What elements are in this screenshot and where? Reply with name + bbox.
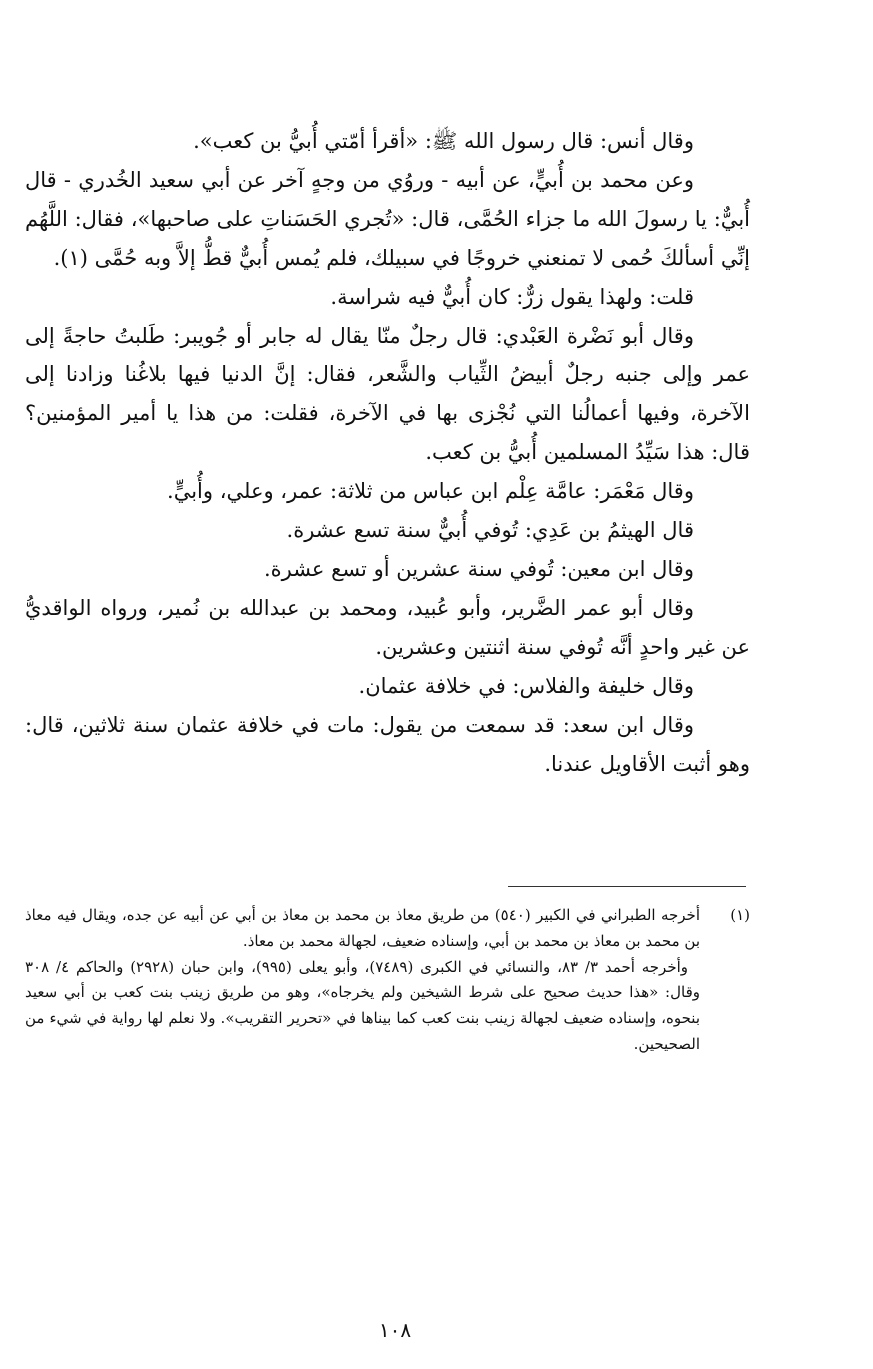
- paragraph: وقال أبو عمر الضَّرير، وأبو عُبيد، ومحمد بن عبدالله بن نُمير، ورواه الواقديُّ عن غير واحدٍ أنَّه تُوفي سنة اثنتين وعشرين.: [25, 595, 750, 659]
- paragraph: وعن محمد بن أُبيٍّ، عن أبيه - وروُي من وجهٍ آخر عن أبي سعيد الخُدري - قال أُبيٌّ: يا رسولَ الله ما جزاء الحُمَّى، قال: «تُجري الحَسَناتِ على صاحبها»، فقال: اللَّهُم إنِّي أسألكَ حُمى لا تمنعني خروجًا في سبيلك، فلم يُمس أُبيٌّ قطُّ إلاَّ وبه حُمَّى (١).: [25, 167, 750, 270]
- paragraph: قلت: ولهذا يقول زرٌّ: كان أُبيٌّ فيه شراسة.: [330, 284, 694, 309]
- footnote-separator: [508, 886, 746, 887]
- paragraph: وقال أنس: قال رسول الله ﷺ: «أقرأ أمّتي أُبيُّ بن كعب».: [193, 129, 694, 153]
- footnote-number: (١): [730, 906, 750, 924]
- paragraph: وقال خليفة والفلاس: في خلافة عثمان.: [358, 673, 694, 698]
- footnote-text: أخرجه الطبراني في الكبير (٥٤٠) من طريق معاذ بن محمد بن معاذ بن أبي عن أبيه عن جده، ويقال فيه معاذ بن محمد بن معاذ بن محمد بن أبي، وإسناده ضعيف، لجهالة محمد بن معاذ.: [25, 906, 700, 950]
- footnote-text: وأخرجه أحمد ٣/ ٨٣، والنسائي في الكبرى (٧٤٨٩)، وأبو يعلى (٩٩٥)، وابن حبان (٢٩٢٨) والحاكم ٤/ ٣٠٨ وقال: «هذا حديث صحيح على شرط الشيخين ولم يخرجاه»، وهو من طريق زينب بنت كعب بن أبي سعيد بنحوه، وإسناده ضعيف لجهالة زينب بنت كعب كما بيناها في «تحرير التقريب». ولا نعلم لها رواية في شيء من الصحيحين.: [25, 957, 700, 1053]
- footnotes: [25, 903, 750, 1058]
- paragraph: وقال ابن معين: تُوفي سنة عشرين أو تسع عشرة.: [263, 556, 694, 581]
- page-number: ١٠٨: [378, 1318, 412, 1342]
- main-text: [25, 122, 750, 783]
- paragraph: وقال مَعْمَر: عامَّة عِلْم ابن عباس من ثلاثة: عمر، وعلي، وأُبيٍّ.: [167, 479, 694, 504]
- paragraph: وقال أبو نَضْرة العَبْدي: قال رجلٌ منّا يقال له جابر أو جُويبر: طَلبتُ حاجةً إلى عمر وإلى جنبه رجلٌ أبيضُ الثِّياب والشَّعر، فقال: إنَّ الدنيا فيها بلاغُنا وزادنا إلى الآخرة، وفيها أعمالُنا التي نُجْزى بها في الآخرة، فقلت: من هذا يا أمير المؤمنين؟ قال: هذا سَيِّدُ المسلمين أُبيُّ بن كعب.: [25, 323, 750, 465]
- footnote-item: [25, 903, 750, 955]
- paragraph: قال الهيثمُ بن عَدِي: تُوفي أُبيٌّ سنة تسع عشرة.: [286, 518, 694, 543]
- paragraph: وقال ابن سعد: قد سمعت من يقول: مات في خلافة عثمان سنة ثلاثين، قال: وهو أثبت الأقاويل عندنا.: [25, 712, 750, 776]
